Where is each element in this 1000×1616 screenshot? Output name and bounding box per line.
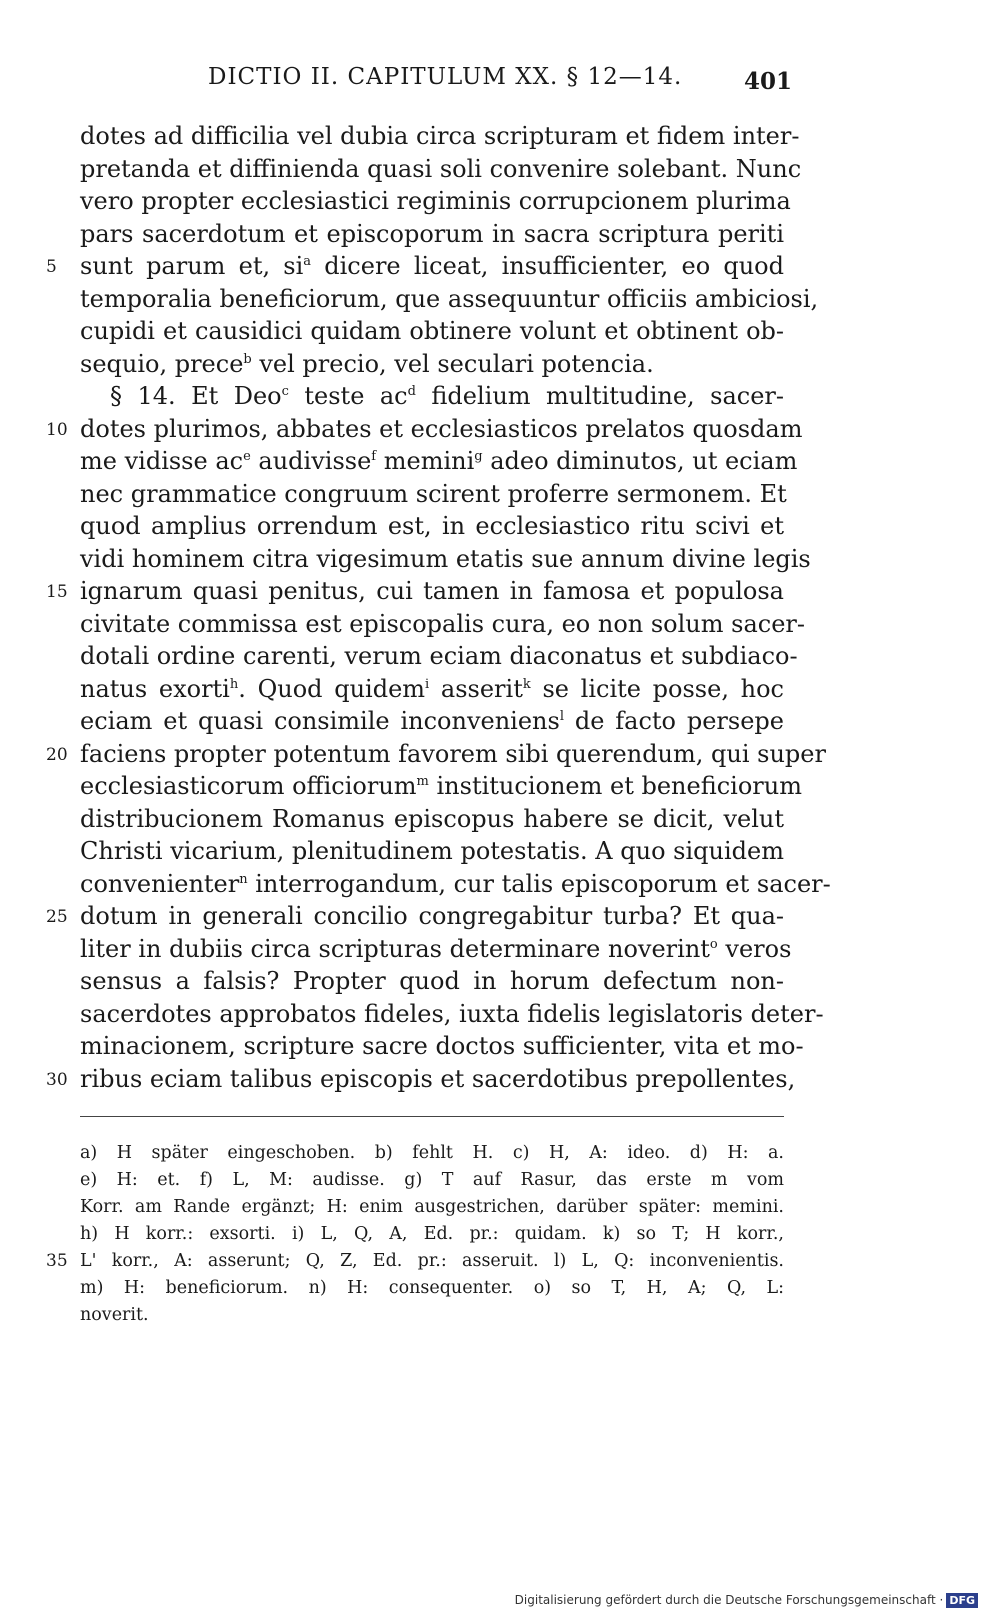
text-line xyxy=(0,640,1000,673)
text-line-content: liter in dubiis circa scripturas determinare noverint$^o$ veros xyxy=(80,934,792,963)
footnote-marker: i xyxy=(425,676,430,692)
text-line xyxy=(0,283,1000,316)
footnotes xyxy=(0,1140,1000,1329)
text-line-content: convenienter$^n$ interrogandum, cur talis episcoporum et sacer- xyxy=(80,869,831,898)
text-line-content: sunt parum et, $si^a$ dicere liceat, insufficienter, eo quod xyxy=(80,252,784,280)
line-number: 20 xyxy=(46,744,68,765)
footnote-marker: b xyxy=(243,351,252,367)
text-line xyxy=(0,575,1000,608)
text-line xyxy=(0,478,1000,511)
text-line-content: sequio, prece$^b$ vel precio, vel seculari potencia. xyxy=(80,349,654,378)
text-line xyxy=(0,705,1000,738)
line-number: 10 xyxy=(46,419,68,440)
footnote-line-content: h) H korr.: exsorti. i) L, Q, A, Ed. pr.: quidam. k) so T; H korr., xyxy=(80,1224,784,1244)
footnote-line xyxy=(0,1275,1000,1302)
footnote-line-content: a) H später eingeschoben. b) fehlt H. c) H, A: ideo. d) H: a. xyxy=(80,1143,784,1163)
text-line-content: dotali ordine carenti, verum eciam diaconatus et subdiaco- xyxy=(80,642,798,670)
footnote-line xyxy=(0,1248,1000,1275)
footnote-marker: c xyxy=(281,384,289,399)
text-line xyxy=(0,348,1000,381)
footnote-line xyxy=(0,1194,1000,1221)
text-line-content: eciam et quasi consimile inconveniens$^l$ de facto persepe xyxy=(80,707,784,735)
text-line-content: ecclesiasticorum officiorum$^m$ institucionem et beneficiorum xyxy=(80,772,802,800)
text-line xyxy=(0,315,1000,348)
text-line xyxy=(0,380,1000,413)
text-line xyxy=(0,803,1000,836)
text-line-content: nec grammatice congruum scirent proferre sermonem. Et xyxy=(80,479,787,508)
text-line xyxy=(0,413,1000,446)
text-line xyxy=(0,153,1000,186)
footnote-marker: e xyxy=(243,449,251,464)
text-line xyxy=(0,868,1000,901)
text-line xyxy=(0,933,1000,966)
text-line xyxy=(0,1063,1000,1096)
text-line xyxy=(0,1030,1000,1063)
text-line-content: civitate commissa est episcopalis cura, eo non solum sacer- xyxy=(80,609,805,638)
footnote-marker: d xyxy=(407,384,416,399)
footnote-marker: l xyxy=(559,709,564,724)
text-line-content: dotes plurimos, abbates et ecclesiasticos prelatos quosdam xyxy=(80,414,803,443)
text-line-content: sacerdotes approbatos fideles, iuxta fidelis legislatoris deter- xyxy=(80,999,824,1028)
page-header xyxy=(0,62,1000,102)
text-line-content: dotum in generali concilio congregabitur turba? Et qua- xyxy=(80,902,784,930)
text-line xyxy=(0,965,1000,998)
text-line xyxy=(0,543,1000,576)
footnote-marker: g xyxy=(474,449,483,464)
footnote-line-content: noverit. xyxy=(80,1305,149,1325)
text-line-content: Christi vicarium, plenitudinem potestatis. A quo siquidem xyxy=(80,837,784,865)
line-number: 5 xyxy=(46,257,57,277)
text-line xyxy=(0,738,1000,771)
footnote-marker: k xyxy=(522,676,531,692)
footnote-marker: f xyxy=(371,449,377,464)
text-line-content: distribucionem Romanus episcopus habere se dicit, velut xyxy=(80,804,784,833)
line-number: 25 xyxy=(46,907,68,927)
footnote-marker: o xyxy=(709,936,718,952)
text-line xyxy=(0,673,1000,706)
running-head: DICTIO II. CAPITULUM XX. § 12—14. xyxy=(208,64,683,90)
text-line xyxy=(0,998,1000,1031)
text-line xyxy=(0,770,1000,803)
text-line-content: me vidisse $ac^e$ audivisse$^f$ memini$^g$ adeo diminutos, ut eciam xyxy=(80,447,798,475)
line-number: 30 xyxy=(46,1069,68,1090)
text-line-content: dotes ad difficilia vel dubia circa scripturam et fidem inter- xyxy=(80,122,800,150)
footnote-line-content: L' korr., A: asserunt; Q, Z, Ed. pr.: asseruit. l) L, Q: inconvenientis. xyxy=(80,1251,784,1271)
main-text xyxy=(0,120,1000,1095)
text-line-content: pars sacerdotum et episcoporum in sacra scriptura periti xyxy=(80,219,784,248)
text-line-content: cupidi et causidici quidam obtinere volunt et obtinent ob- xyxy=(80,317,784,345)
text-line-content: § 14. Et Deo$^c$ teste $ac^d$ fidelium multitudine, sacer- xyxy=(110,382,784,410)
digitization-credit xyxy=(515,1593,978,1608)
footnote-line xyxy=(0,1221,1000,1248)
line-number: 35 xyxy=(46,1251,68,1271)
dfg-logo: DFG xyxy=(946,1593,978,1608)
footnote-line xyxy=(0,1167,1000,1194)
footnote-marker: a xyxy=(303,254,312,269)
footnote-line xyxy=(0,1140,1000,1167)
text-line xyxy=(0,218,1000,251)
text-line-content: pretanda et diffinienda quasi soli convenire solebant. Nunc xyxy=(80,154,802,183)
text-line xyxy=(0,608,1000,641)
digitization-credit-text: Digitalisierung gefördert durch die Deutsche Forschungsgemeinschaft · xyxy=(514,1593,944,1607)
text-line-content: vero propter ecclesiastici regiminis corrupcionem plurima xyxy=(80,187,791,215)
text-line-content: minacionem, scripture sacre doctos sufficienter, vita et mo- xyxy=(80,1032,804,1060)
footnote-marker: h xyxy=(229,676,239,692)
text-line-content: ribus eciam talibus episcopis et sacerdotibus prepollentes, xyxy=(80,1064,796,1093)
text-line xyxy=(0,120,1000,153)
footnote-line-content: m) H: beneficiorum. n) H: consequenter. o) so T, H, A; Q, L: xyxy=(80,1278,784,1298)
text-line-content: vidi hominem citra vigesimum etatis sue annum divine legis xyxy=(80,544,811,573)
footnote-line xyxy=(0,1302,1000,1329)
text-line-content: quod amplius orrendum est, in ecclesiastico ritu scivi et xyxy=(80,512,784,540)
text-line-content: faciens propter potentum favorem sibi querendum, qui super xyxy=(80,739,826,768)
text-line-content: temporalia beneficiorum, que assequuntur officiis ambiciosi, xyxy=(80,284,819,313)
text-line xyxy=(0,250,1000,283)
text-line-content: sensus a falsis? Propter quod in horum defectum non- xyxy=(80,967,784,995)
text-line xyxy=(0,445,1000,478)
footnote-marker: n xyxy=(239,871,248,887)
page-number: 401 xyxy=(744,68,793,95)
footnote-divider xyxy=(80,1116,784,1117)
text-line-content: natus exorti$^h$. Quod quidem$^i$ asserit$^k$ se licite posse, hoc xyxy=(80,674,784,703)
footnote-marker: m xyxy=(416,774,429,789)
text-line xyxy=(0,510,1000,543)
footnote-line-content: Korr. am Rande ergänzt; H: enim ausgestrichen, darüber später: memini. xyxy=(80,1197,784,1217)
line-number: 15 xyxy=(46,582,68,602)
text-line xyxy=(0,835,1000,868)
text-line xyxy=(0,185,1000,218)
text-line xyxy=(0,900,1000,933)
text-line-content: ignarum quasi penitus, cui tamen in famosa et populosa xyxy=(80,577,784,605)
footnote-line-content: e) H: et. f) L, M: audisse. g) T auf Rasur, das erste m vom xyxy=(80,1170,784,1190)
